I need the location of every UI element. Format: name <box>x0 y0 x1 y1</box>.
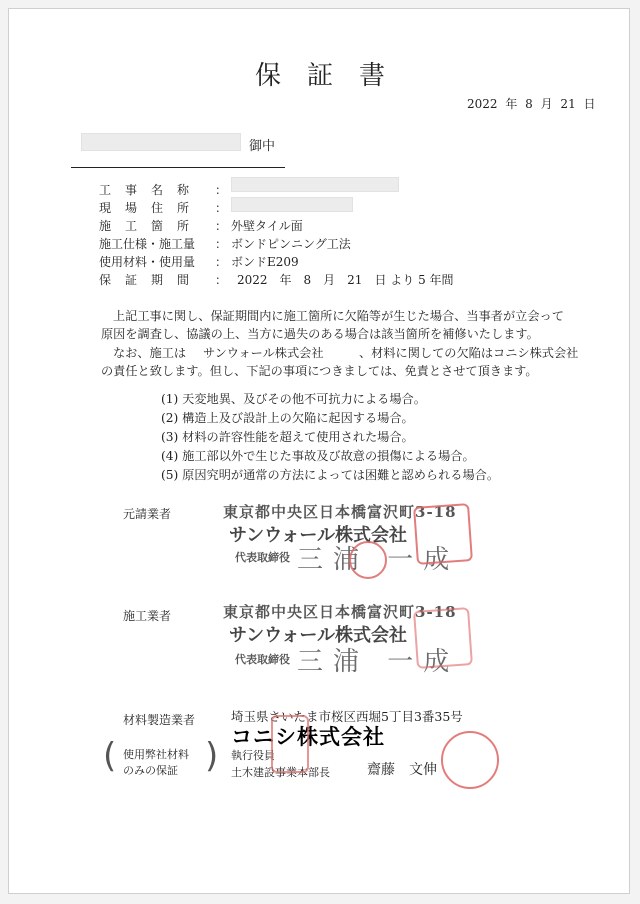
manufacturer-role: 執行役員 <box>231 749 275 762</box>
body-para2-installer-name: サンウォール株式会社 <box>203 346 324 360</box>
field-colon: ： <box>215 201 228 215</box>
prime-contractor-address: 東京都中央区日本橋富沢町3-18 <box>223 503 457 521</box>
field-colon: ： <box>215 255 228 269</box>
field-label-location: 施工箇所 <box>99 219 204 233</box>
issue-date: 2022 年 8 月 21 日 <box>467 97 596 111</box>
prime-contractor-representative: 三浦 一成 <box>297 545 460 575</box>
body-para1-line1: 上記工事に関し、保証期間内に施工箇所に欠陥等が生じた場合、当事者が立会って <box>113 309 564 323</box>
installer-company: サンウォール株式会社 <box>229 625 408 646</box>
manufacturer-label: 材料製造業者 <box>123 713 196 727</box>
exemption-item-2: (2) 構造上及び設計上の欠陥に起因する場合。 <box>161 411 414 425</box>
field-colon: ： <box>215 273 228 287</box>
manufacturer-department: 土木建設事業本部長 <box>231 766 330 779</box>
company-seal-stamp <box>413 607 473 669</box>
representative-seal-stamp <box>349 541 387 579</box>
field-label-spec: 施工仕様・施工量 <box>99 237 196 251</box>
field-label-period: 保証期間 <box>99 273 204 287</box>
addressee-suffix: 御中 <box>249 139 276 154</box>
redacted-site-address <box>231 197 353 212</box>
prime-contractor-role: 代表取締役 <box>235 551 290 564</box>
manufacturer-address: 埼玉県さいたま市桜区西堀5丁目3番35号 <box>231 709 463 724</box>
exemption-item-5: (5) 原因究明が通常の方法によっては困難と認められる場合。 <box>161 468 500 482</box>
body-para2-line1-a: なお、施工は <box>113 346 187 360</box>
installer-representative: 三浦 一成 <box>297 647 460 677</box>
field-value-location: 外壁タイル面 <box>231 219 303 233</box>
prime-contractor-company: サンウォール株式会社 <box>229 525 408 546</box>
exemption-item-1: (1) 天変地異、及びその他不可抗力による場合。 <box>161 392 426 406</box>
field-label-site-address: 現場住所 <box>99 201 204 215</box>
company-seal-stamp <box>271 715 309 773</box>
field-label-material: 使用材料・使用量 <box>99 255 196 269</box>
prime-contractor-label: 元請業者 <box>123 507 172 521</box>
field-label-project-name: 工事名称 <box>99 183 204 197</box>
redacted-project-name <box>231 177 399 192</box>
representative-seal-stamp <box>441 731 499 789</box>
field-value-spec: ボンドピンニング工法 <box>231 237 351 251</box>
exemption-item-3: (3) 材料の許容性能を超えて使用された場合。 <box>161 430 414 444</box>
document-title: 保証書 <box>254 61 411 91</box>
manufacturer-company-logo: コニシ株式会社 <box>231 725 385 749</box>
installer-label: 施工業者 <box>123 609 172 623</box>
right-bracket: ) <box>205 736 219 776</box>
warranty-document <box>8 8 630 894</box>
field-value-material: ボンドE209 <box>231 255 299 269</box>
manufacturer-note-line1: 使用弊社材料 <box>123 748 189 761</box>
field-colon: ： <box>215 183 228 197</box>
field-colon: ： <box>215 237 228 251</box>
manufacturer-representative: 齋藤 文伸 <box>367 762 437 778</box>
manufacturer-note-line2: のみの保証 <box>123 764 178 777</box>
left-bracket: ( <box>103 736 117 776</box>
field-colon: ： <box>215 219 228 233</box>
installer-role: 代表取締役 <box>235 653 290 666</box>
field-value-period: 2022 年 8 月 21 日 より 5 年間 <box>237 273 454 287</box>
company-seal-stamp <box>413 503 473 565</box>
exemption-item-4: (4) 施工部以外で生じた事故及び故意の損傷による場合。 <box>161 449 475 463</box>
body-para2-line1-c: 、材料に関しての欠陥はコニシ株式会社 <box>359 346 579 360</box>
body-para1-line2: 原因を調査し、協議の上、当方に過失のある場合は該当箇所を補修いたします。 <box>101 327 539 341</box>
installer-address: 東京都中央区日本橋富沢町3-18 <box>223 603 457 621</box>
body-para2-line2: の責任と致します。但し、下記の事項につきましては、免責とさせて頂きます。 <box>101 364 538 378</box>
